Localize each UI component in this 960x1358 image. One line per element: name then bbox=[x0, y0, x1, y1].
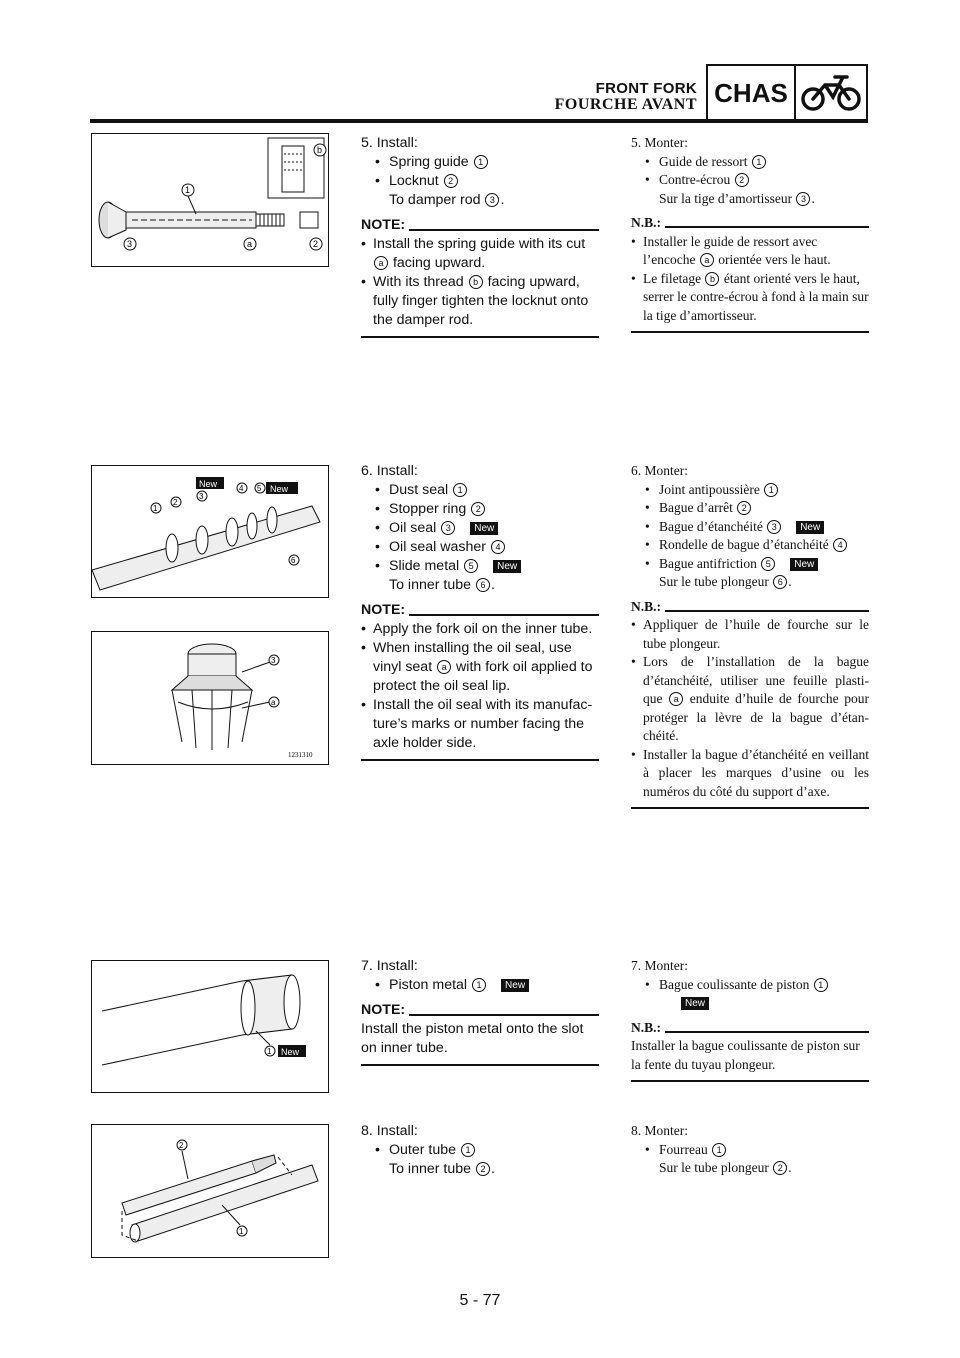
motorcycle-icon bbox=[796, 66, 866, 120]
note-body: • Installer le guide de ressort avec l’encoche a orientée vers le haut. • Le filetage b étant orienté vers le haut, serrer le contre-écrou à fond à la main sur la tige d’amortisseur. bbox=[631, 233, 869, 334]
svg-text:3: 3 bbox=[127, 239, 133, 249]
list-item: Joint antipoussière bbox=[659, 481, 760, 497]
svg-text:New: New bbox=[270, 484, 289, 494]
list-item: Oil seal washer bbox=[389, 539, 486, 555]
step-7-en: 7. Install: • Piston metal 1 New NOTE: Install the piston metal onto the slot on inner tube. bbox=[361, 957, 599, 1066]
new-badge: New bbox=[470, 522, 498, 535]
list-item: Oil seal bbox=[389, 520, 437, 536]
figure-spring-guide bbox=[91, 133, 329, 267]
note-label: N.B.: bbox=[631, 1019, 661, 1035]
list-item: Contre-écrou bbox=[659, 172, 731, 187]
note-label: NOTE: bbox=[361, 1002, 406, 1018]
new-badge: New bbox=[501, 979, 529, 992]
svg-text:2: 2 bbox=[179, 1141, 184, 1150]
note-body: Install the piston metal onto the slot on inner tube. bbox=[361, 1020, 599, 1066]
figure-piston-metal bbox=[91, 960, 329, 1093]
list-item: Guide de ressort bbox=[659, 153, 748, 169]
list-item: Fourreau bbox=[659, 1141, 708, 1157]
step-6-fr: 6. Monter: • Joint antipoussière 1 • Bague d’arrêt 2 • Bague d’étanchéité 3 New • Rondelle de bague d’étanchéité 4 • Bague antifriction 5 New Sur le tube plongeur 6 . N.B.: • Appliquer de l’huile de fourche sur le tube plongeur. • Lors de l’installation de la bague d’étanchéité, utiliser une feuille plasti-que a enduite d’huile de fourche pour protéger la lèvre de la bague d’étan-chéité. • Installer la bague d’étanchéité en veillant à placer les marques d’usine ou les numéros du côté du support d’axe. bbox=[631, 462, 869, 809]
svg-text:1: 1 bbox=[185, 185, 191, 195]
list-item: Bague coulissante de piston bbox=[659, 976, 810, 992]
list-item: Spring guide bbox=[389, 154, 469, 170]
list-item: Bague d’étanchéité bbox=[659, 518, 763, 534]
step-8-en: 8. Install: • Outer tube 1 To inner tube 2 . bbox=[361, 1122, 599, 1179]
list-item: Locknut bbox=[389, 173, 439, 189]
list-item: Piston metal bbox=[389, 977, 468, 993]
svg-text:3: 3 bbox=[271, 656, 276, 665]
step-6-en: 6. Install: • Dust seal 1 • Stopper ring 2 • Oil seal 3 New • Oil seal washer 4 • Slide metal 5 New To inner tube 6 . NOTE: • Apply the fork oil on the inner tube. • When installing the oil seal, use vinyl seat a with fork oil applied to protect the oil seal lip. • Install the oil seal with its manufac-ture’s marks or number facing the axle holder side. bbox=[361, 462, 599, 761]
svg-text:a: a bbox=[247, 239, 253, 249]
svg-text:a: a bbox=[271, 698, 276, 707]
svg-text:4: 4 bbox=[239, 484, 244, 493]
list-item: Bague d’arrêt bbox=[659, 500, 733, 515]
note-body: • Install the spring guide with its cut a facing upward. • With its thread b facing upward, fully finger tighten the locknut onto the damper rod. bbox=[361, 235, 599, 338]
svg-text:1: 1 bbox=[239, 1227, 244, 1236]
svg-text:2: 2 bbox=[173, 498, 178, 507]
list-item: Slide metal bbox=[389, 558, 460, 574]
section-title-fr: FOURCHE AVANT bbox=[554, 96, 697, 113]
note-body: Installer la bague coulissante de piston sur la fente du tuyau plongeur. bbox=[631, 1037, 869, 1082]
chapter-box bbox=[706, 64, 868, 122]
step-8-fr: 8. Monter: • Fourreau 1 Sur le tube plongeur 2 . bbox=[631, 1122, 869, 1178]
list-item: Outer tube bbox=[389, 1142, 457, 1158]
figure-id: 1231310 bbox=[288, 751, 313, 759]
new-badge: New bbox=[681, 997, 709, 1010]
page-number: 5 - 77 bbox=[459, 1292, 501, 1309]
list-item: Stopper ring bbox=[389, 501, 467, 517]
svg-text:New: New bbox=[199, 479, 218, 489]
note-body: • Appliquer de l’huile de fourche sur le tube plongeur. • Lors de l’installation de la bague d’étanchéité, utiliser une feuille plasti-que a enduite d’huile de fourche pour protéger la lèvre de la bague d’étan-chéité. • Installer la bague d’étanchéité en veillant à placer les marques d’usine ou les numéros du côté du support d’axe. bbox=[631, 616, 869, 809]
step-title: Install: bbox=[376, 135, 418, 151]
svg-text:5: 5 bbox=[257, 484, 262, 493]
figure-oil-seal bbox=[91, 631, 329, 765]
svg-text:New: New bbox=[281, 1047, 300, 1057]
list-item: Dust seal bbox=[389, 482, 449, 498]
step-5-en: 5. Install: • Spring guide 1 • Locknut 2 To damper rod 3 . NOTE: • Install the spring guide with its cut a facing upward. • With its thread b facing upward, fully finger tighten the locknut onto the damper rod. bbox=[361, 134, 599, 338]
svg-text:1: 1 bbox=[267, 1047, 272, 1056]
svg-text:1: 1 bbox=[153, 504, 158, 513]
step-7-fr: 7. Monter: • Bague coulissante de piston 1 New N.B.: Installer la bague coulissante de piston sur la fente du tuyau plongeur. bbox=[631, 957, 869, 1082]
svg-text:6: 6 bbox=[291, 556, 296, 565]
note-label: N.B.: bbox=[631, 598, 661, 614]
new-badge: New bbox=[796, 521, 824, 534]
chapter-label: CHAS bbox=[708, 66, 796, 120]
section-title-en: FRONT FORK bbox=[595, 80, 697, 97]
list-item: Rondelle de bague d’étanchéité bbox=[659, 537, 829, 552]
new-badge: New bbox=[493, 560, 521, 573]
list-item: To damper rod bbox=[389, 192, 481, 208]
note-label: NOTE: bbox=[361, 602, 406, 618]
step-number: 5. bbox=[361, 135, 373, 151]
svg-text:b: b bbox=[317, 145, 323, 155]
note-label: NOTE: bbox=[361, 217, 406, 233]
note-label: N.B.: bbox=[631, 215, 661, 230]
figure-dust-seal bbox=[91, 465, 329, 598]
svg-text:2: 2 bbox=[313, 239, 319, 249]
list-item: Bague antifriction bbox=[659, 555, 757, 571]
new-badge: New bbox=[790, 558, 818, 571]
note-body: • Apply the fork oil on the inner tube. • When installing the oil seal, use vinyl seat a with fork oil applied to protect the oil seal lip. • Install the oil seal with its manufac-ture’s marks or number facing the axle holder side. bbox=[361, 620, 599, 761]
step-5-fr: 5. Monter: • Guide de ressort 1 • Contre-écrou 2 Sur la tige d’amortisseur 3 . N.B.: • Installer le guide de ressort avec l’encoche a orientée vers le haut. • Le filetage b étant orienté vers le haut, serrer le contre-écrou à fond à la main sur la tige d’amortisseur. bbox=[631, 134, 869, 333]
figure-outer-tube bbox=[91, 1124, 329, 1258]
svg-text:3: 3 bbox=[199, 492, 204, 501]
